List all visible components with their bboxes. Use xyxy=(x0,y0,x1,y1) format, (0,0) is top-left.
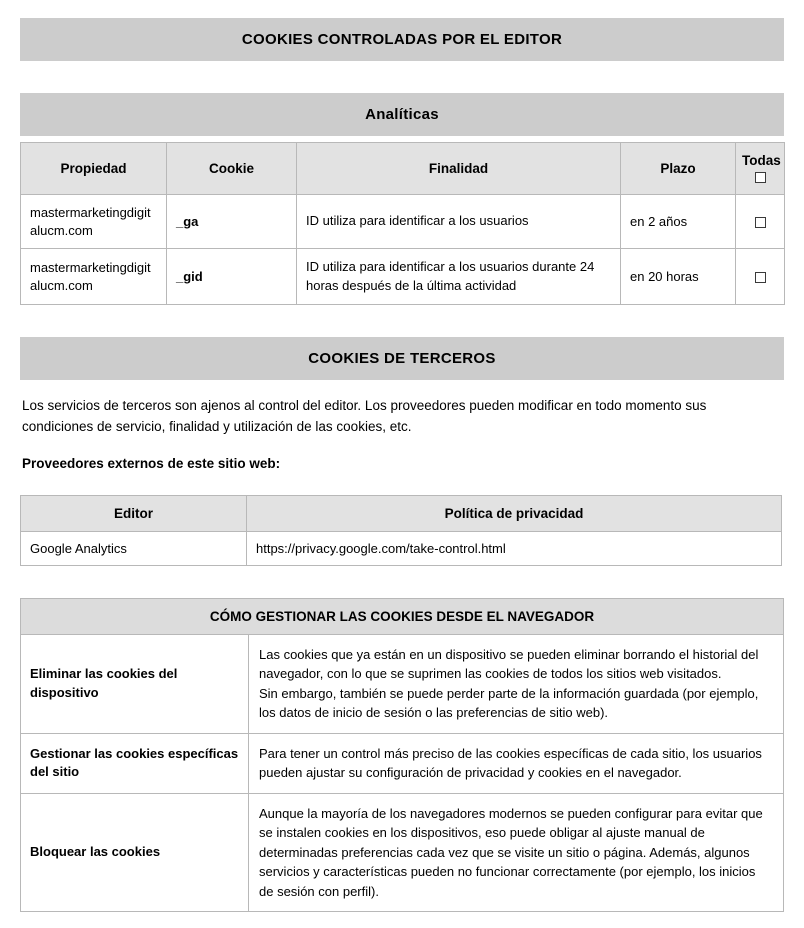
editor-cookies-banner xyxy=(20,18,784,61)
cell-todas xyxy=(736,249,785,305)
cell-propiedad: mastermarketingdigitalucm.com xyxy=(21,249,167,305)
table-row xyxy=(21,733,784,793)
cell-provider-policy-url[interactable]: https://privacy.google.com/take-control.html xyxy=(247,531,782,565)
spacer-after-editor-banner xyxy=(20,61,784,93)
cell-todas xyxy=(736,195,785,249)
spacer-before-third-party xyxy=(20,305,784,337)
column-header-propiedad: Propiedad xyxy=(21,143,167,195)
browser-management-banner-row xyxy=(21,598,784,634)
cell-browser-label: Bloquear las cookies xyxy=(21,793,249,912)
cell-cookie: _gid xyxy=(167,249,297,305)
third-party-paragraph: Los servicios de terceros son ajenos al control del editor. Los proveedores pueden modificar en todo momento sus condiciones de servicio, finalidad y utilización de las cookies, etc. xyxy=(22,398,707,434)
table-row xyxy=(21,531,782,565)
cell-browser-body: Las cookies que ya están en un dispositivo se pueden eliminar borrando el historial del navegador, con lo que se suprimen las cookies de todos los sitios web visitados. Sin embargo, también se puede perder parte de la información guardada (por ejemplo, los datos de inicio de sesión o las preferencias de sitio web). xyxy=(249,634,784,733)
third-party-cookies-banner-title: COOKIES DE TERCEROS xyxy=(308,350,496,368)
cell-provider-editor: Google Analytics xyxy=(21,531,247,565)
cell-plazo: en 20 horas xyxy=(621,249,736,305)
spacer-before-providers-table xyxy=(20,471,784,495)
table-row xyxy=(21,195,785,249)
spacer-before-browser-table xyxy=(20,566,784,598)
column-header-plazo: Plazo xyxy=(621,143,736,195)
table-row xyxy=(21,634,784,733)
cell-browser-body: Para tener un control más preciso de las cookies específicas de cada sitio, los usuarios pueden ajustar su configuración de privacidad y cookies en el navegador. xyxy=(249,733,784,793)
column-header-cookie: Cookie xyxy=(167,143,297,195)
analytics-table xyxy=(20,142,785,305)
cell-finalidad: ID utiliza para identificar a los usuarios durante 24 horas después de la última actividad xyxy=(297,249,621,305)
cell-browser-body: Aunque la mayoría de los navegadores modernos se pueden configurar para evitar que se instalen cookies en los dispositivos, eso puede obligar al ajuste manual de determinadas preferencias cada vez que se visite un sitio o página. Además, algunos servicios y características pueden no funcionar correctamente (por ejemplo, los inicios de sesión con perfil). xyxy=(249,793,784,912)
browser-management-table xyxy=(20,598,784,913)
column-header-editor: Editor xyxy=(21,495,247,531)
providers-heading: Proveedores externos de este sitio web: xyxy=(22,455,281,471)
providers-table xyxy=(20,495,782,566)
analytics-table-header-row xyxy=(21,143,785,195)
cell-finalidad: ID utiliza para identificar a los usuarios xyxy=(297,195,621,249)
row-checkbox[interactable] xyxy=(755,272,766,283)
table-row xyxy=(21,793,784,912)
editor-cookies-banner-title: COOKIES CONTROLADAS POR EL EDITOR xyxy=(241,31,563,48)
row-checkbox[interactable] xyxy=(755,217,766,228)
third-party-cookies-banner xyxy=(20,337,784,380)
cell-browser-label: Eliminar las cookies del dispositivo xyxy=(21,634,249,733)
column-header-todas xyxy=(736,143,785,195)
providers-table-header-row xyxy=(21,495,782,531)
browser-management-banner-title: CÓMO GESTIONAR LAS COOKIES DESDE EL NAVEGADOR xyxy=(21,598,784,634)
cell-cookie: _ga xyxy=(167,195,297,249)
top-spacer xyxy=(20,0,784,18)
bottom-spacer xyxy=(20,912,784,928)
column-header-policy: Política de privacidad xyxy=(247,495,782,531)
cell-browser-label: Gestionar las cookies específicas del sitio xyxy=(21,733,249,793)
column-header-finalidad: Finalidad xyxy=(297,143,621,195)
cell-propiedad: mastermarketingdigitalucm.com xyxy=(21,195,167,249)
analytics-banner-title: Analíticas xyxy=(365,106,439,123)
column-header-todas-label: Todas xyxy=(742,153,781,168)
cell-plazo: en 2 años xyxy=(621,195,736,249)
table-row xyxy=(21,249,785,305)
select-all-checkbox[interactable] xyxy=(755,172,766,183)
analytics-banner xyxy=(20,93,784,136)
